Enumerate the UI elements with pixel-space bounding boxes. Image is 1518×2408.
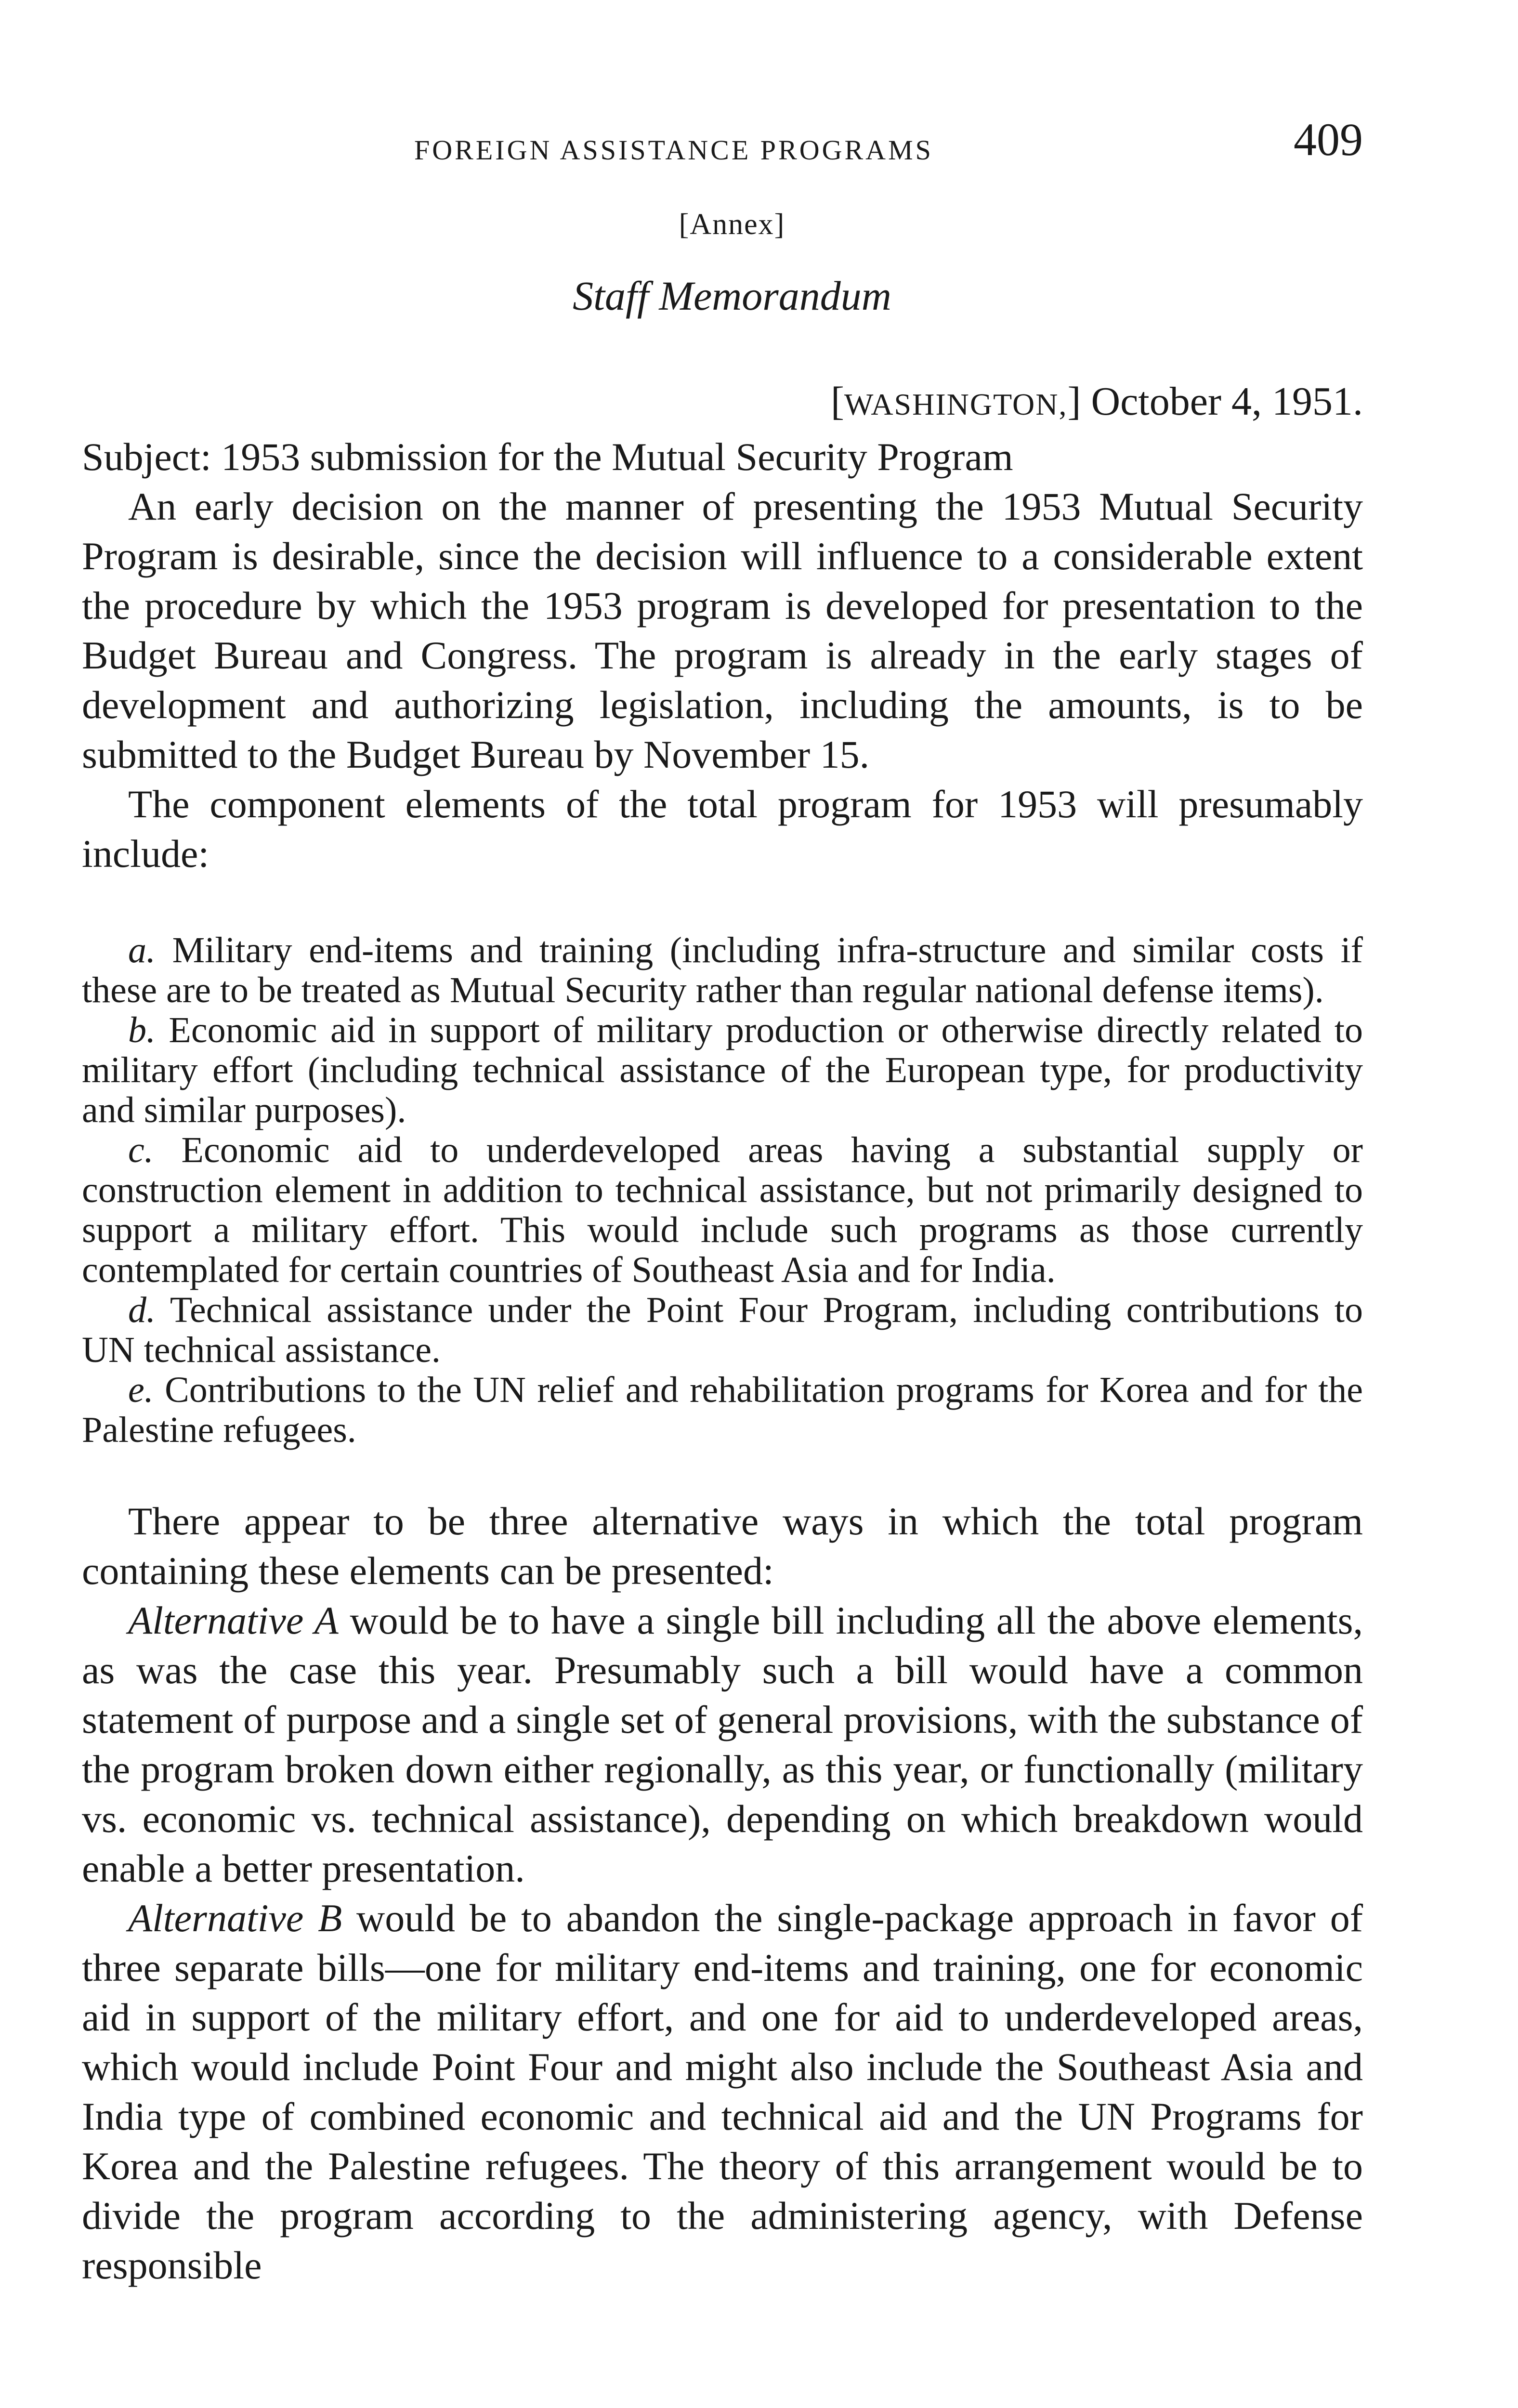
list-item-letter: a. <box>128 930 156 970</box>
alternative-b-label: Alternative B <box>128 1896 342 1940</box>
list-item-letter: b. <box>128 1010 156 1050</box>
intro-paragraph: An early decision on the manner of presenting the 1953 Mutual Security Program is desirable, since the decision will influence to a considerable extent the procedure by which the 1953 program is developed for presentation to the Budget Bureau and Congress. The program is already in the early stages of development and authorizing legislation, including the amounts, is to be submitted to the Budget Bureau by November 15. <box>82 484 1363 776</box>
list-item <box>82 1010 1363 1130</box>
list-item-letter: c. <box>128 1130 154 1170</box>
list-item-text: Military end-items and training (including infra-structure and similar costs if these are to be treated as Mutual Security rather than regular national defense items). <box>82 930 1363 1010</box>
dateline-open-bracket: [ <box>831 379 844 424</box>
page-header <box>82 114 1363 178</box>
document-page <box>82 114 1363 2290</box>
list-item-text: Contributions to the UN relief and rehabilitation programs for Korea and for the Palestine refugees. <box>82 1370 1363 1450</box>
alternative-b-text: would be to abandon the single-package approach in favor of three separate bills—one for military end-items and training, one for economic aid in support of the military effort, and one for aid to underdeveloped areas, which would include Point Four and might also include the Southeast Asia and India type of combined economic and technical aid and the UN Programs for Korea and the Palestine refugees. The theory of this arrangement would be to divide the program according to the administering agency, with Defense responsible <box>82 1896 1363 2287</box>
alternative-a-text: would be to have a single bill including all the above elements, as was the case this year. Presumably such a bill would have a common statement of purpose and a single set of general provisions, with the substance of the program broken down either regionally, as this year, or functionally (military vs. economic vs. technical assistance), depending on which breakdown would enable a better presentation. <box>82 1598 1363 1890</box>
alternative-a-label: Alternative A <box>128 1598 339 1642</box>
list-item-text: Technical assistance under the Point Four Program, including contributions to UN technical assistance. <box>82 1290 1363 1370</box>
alternative-b-paragraph <box>82 1893 1363 2290</box>
dateline-date: October 4, 1951. <box>1081 379 1363 424</box>
page-number: 409 <box>1294 114 1363 165</box>
list-item <box>82 1370 1363 1450</box>
alternative-a-paragraph <box>82 1596 1363 1893</box>
running-head: FOREIGN ASSISTANCE PROGRAMS <box>414 134 933 166</box>
list-item <box>82 1130 1363 1290</box>
list-item-letter: e. <box>128 1370 154 1410</box>
components-paragraph: The component elements of the total program for 1953 will presumably include: <box>82 782 1363 876</box>
component-list <box>82 930 1363 1450</box>
list-item-text: Economic aid to underdeveloped areas having a substantial supply or construction element in addition to technical assistance, but not primarily designed to support a military effort. This would include such programs as those currently contemplated for certain countries of Southeast Asia and for India. <box>82 1130 1363 1290</box>
dateline-place: WASHINGTON, <box>844 387 1068 421</box>
subject-text: 1953 submission for the Mutual Security Program <box>211 435 1013 479</box>
alternatives-intro-paragraph: There appear to be three alternative ways in which the total program containing these elements can be presented: <box>82 1499 1363 1593</box>
list-item <box>82 930 1363 1010</box>
annex-label: [Annex] <box>679 208 785 241</box>
memo-title: Staff Memorandum <box>573 273 891 319</box>
subject-line <box>82 432 1363 482</box>
list-item <box>82 1290 1363 1370</box>
list-item-text: Economic aid in support of military production or otherwise directly related to military effort (including technical assistance of the European type, for productivity and similar purposes). <box>82 1010 1363 1130</box>
subject-label: Subject: <box>82 435 211 479</box>
list-item-letter: d. <box>128 1290 156 1330</box>
dateline-close-bracket: ] <box>1067 379 1081 424</box>
dateline <box>82 377 1363 429</box>
